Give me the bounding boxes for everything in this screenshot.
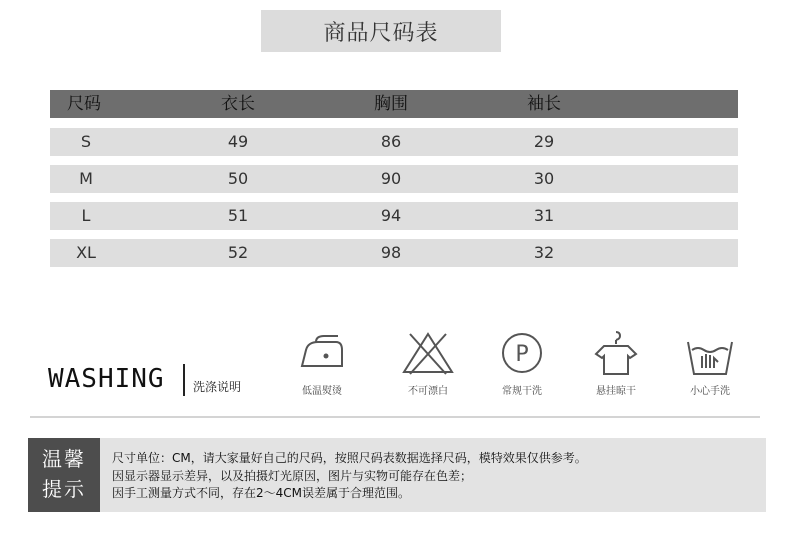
table-row: [50, 128, 738, 156]
table-cell: 90: [380, 169, 402, 188]
care-item: [282, 328, 362, 397]
table-cell: S: [80, 132, 92, 151]
table-row: [50, 202, 738, 230]
care-label: 悬挂晾干: [596, 386, 636, 397]
washing-subtitle: 洗涤说明: [193, 380, 242, 394]
header-sleeve: 袖长: [527, 94, 561, 114]
hang-dry-icon: [586, 328, 646, 378]
table-cell: 52: [227, 243, 249, 262]
hand-wash-icon: [680, 328, 740, 378]
table-cell: 94: [380, 206, 402, 225]
table-cell: 32: [533, 243, 555, 262]
care-label: 不可漂白: [408, 386, 448, 397]
care-item: [670, 328, 750, 397]
header-length: 衣长: [221, 94, 255, 114]
care-label: 小心手洗: [690, 386, 730, 397]
tips-line: 因显示器显示差异，以及拍摄灯光原因，图片与实物可能存在色差；: [112, 468, 473, 483]
table-cell: L: [81, 206, 91, 225]
table-cell: 49: [227, 132, 249, 151]
page-title: 商品尺码表: [261, 10, 501, 52]
size-table: [50, 90, 738, 276]
table-cell: 50: [227, 169, 249, 188]
header-chest: 胸围: [374, 94, 408, 114]
table-cell: 51: [227, 206, 249, 225]
washing-divider: [183, 364, 185, 396]
table-header-row: [50, 90, 738, 118]
dry-clean-p-icon: [492, 328, 552, 378]
tips-tag-line: 提示: [42, 477, 86, 501]
care-label: 低温熨烫: [302, 386, 342, 397]
svg-text:P: P: [515, 342, 529, 367]
care-item: [388, 328, 468, 397]
table-cell: M: [79, 169, 93, 188]
tips-tag-line: 温馨: [42, 447, 86, 471]
care-label: 常规干洗: [502, 386, 542, 397]
tips-text: [112, 450, 587, 503]
header-size: 尺码: [67, 94, 101, 114]
care-item: [482, 328, 562, 397]
iron-low-temp-icon: [292, 328, 352, 378]
tips-tag: [28, 438, 100, 512]
tips-line: 尺寸单位：CM，请大家量好自己的尺码，按照尺码表数据选择尺码，模特效果仅供参考。: [112, 451, 587, 465]
tips-line: 因手工测量方式不同，存在2～4CM误差属于合理范围。: [112, 486, 411, 500]
table-row: [50, 165, 738, 193]
care-item: [576, 328, 656, 397]
table-cell: 86: [380, 132, 402, 151]
section-divider: [30, 416, 760, 418]
no-bleach-icon: [398, 328, 458, 378]
table-cell: 98: [380, 243, 402, 262]
table-cell: XL: [76, 243, 96, 262]
table-cell: 29: [533, 132, 555, 151]
table-cell: 31: [533, 206, 555, 225]
table-cell: 30: [533, 169, 555, 188]
washing-heading: WASHING: [48, 364, 165, 394]
table-row: [50, 239, 738, 267]
